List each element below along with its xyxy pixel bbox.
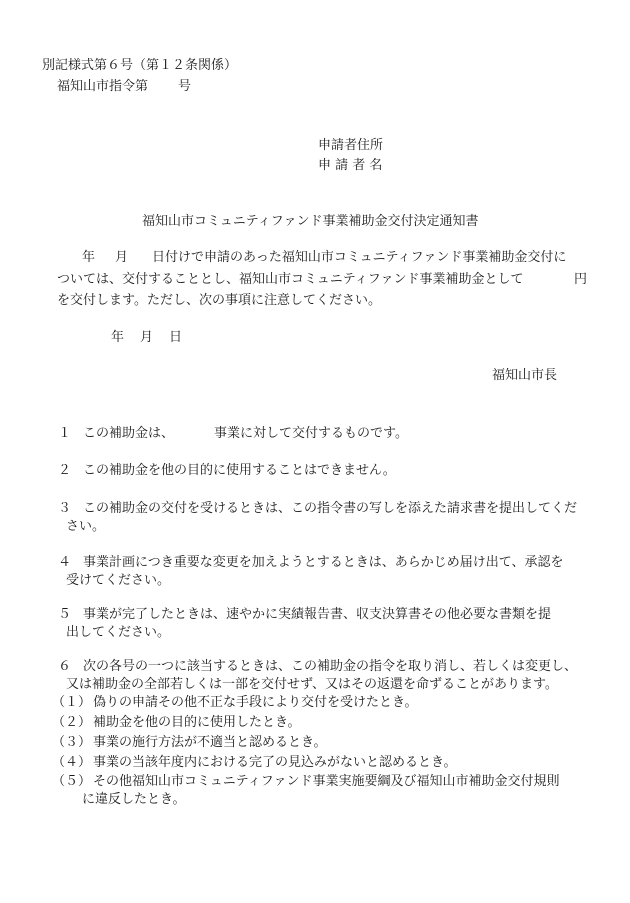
subitem-5	[52, 774, 559, 790]
item-1-text-a: この補助金は、	[83, 426, 175, 441]
item-6-number: ６	[58, 659, 72, 674]
subitem-1	[52, 695, 418, 711]
subitem-3-number: （３）	[52, 735, 92, 750]
item-6-text: 次の各号の一つに該当するときは、この補助金の指令を取り消し、若しくは変更し、	[83, 659, 578, 674]
item-4-cont: 受けてください。	[66, 573, 171, 588]
item-3-number: ３	[58, 501, 72, 516]
issue-date	[111, 330, 182, 346]
body-line-2: ついては、交付することとし、福知山市コミュニティファンド事業補助金として	[57, 272, 524, 287]
item-5-text: 事業が完了したときは、速やかに実績報告書、収支決算書その他必要な書類を提	[83, 607, 552, 622]
date-month: 月	[140, 330, 154, 345]
document-title: 福知山市コミュニティファンド事業補助金交付決定通知書	[142, 214, 479, 229]
order-number-prefix: 福知山市指令第	[57, 79, 149, 94]
item-5	[58, 607, 551, 623]
body-line-1-rest: 日付けで申請のあった福知山市コミュニティファンド事業補助金交付に	[152, 250, 567, 265]
body-year: 年	[82, 250, 96, 265]
item-6	[58, 659, 577, 675]
subitem-5-cont: に違反したとき。	[82, 792, 186, 807]
date-year: 年	[111, 330, 125, 345]
order-number-suffix: 号	[178, 79, 192, 94]
issuer-name: 福知山市長	[492, 368, 558, 383]
item-4-text: 事業計画につき重要な変更を加えようとするときは、あらかじめ届け出て、承認を	[83, 555, 564, 570]
applicant-name-label: 申 請 者 名	[318, 158, 383, 173]
subitem-2-number: （２）	[52, 715, 92, 730]
date-day: 日	[169, 330, 183, 345]
form-number: 別記様式第６号（第１２条関係）	[42, 58, 238, 73]
item-1	[58, 426, 408, 442]
order-number	[57, 79, 191, 95]
subitem-5-number: （５）	[52, 774, 92, 789]
subitem-5-text: その他福知山市コミュニティファンド事業実施要綱及び福知山市補助金交付規則	[93, 774, 560, 789]
item-3-cont: さい。	[66, 519, 106, 534]
item-2	[58, 463, 396, 479]
item-6-cont: 又は補助金の全部若しくは一部を交付せず、又はその返還を命ずることがあります。	[66, 677, 558, 692]
subitem-4-text: 事業の当該年度内における完了の見込みがないと認めるとき。	[93, 755, 457, 770]
item-4-number: ４	[58, 555, 72, 570]
subitem-4-number: （４）	[52, 755, 92, 770]
applicant-address-label: 申請者住所	[318, 138, 384, 153]
item-5-cont: 出してください。	[66, 625, 171, 640]
item-3	[58, 501, 577, 517]
body-line-3: を交付します。ただし、次の事項に注意してください。	[57, 293, 381, 308]
subitem-1-number: （１）	[52, 695, 92, 710]
body-line-1	[82, 250, 566, 266]
item-2-number: ２	[58, 463, 72, 478]
subitem-1-text: 偽りの申請その他不正な手段により交付を受けたとき。	[93, 695, 418, 710]
subitem-4	[52, 755, 457, 771]
item-1-text-b: 事業に対して交付するものです。	[214, 426, 408, 441]
subitem-3	[52, 735, 327, 751]
subitem-2	[52, 715, 301, 731]
body-month: 月	[115, 250, 129, 265]
subitem-2-text: 補助金を他の目的に使用したとき。	[93, 715, 301, 730]
item-2-text: この補助金を他の目的に使用することはできません。	[83, 463, 396, 478]
body-yen: 円	[574, 272, 588, 287]
item-4	[58, 555, 564, 571]
item-1-number: １	[58, 426, 72, 441]
subitem-3-text: 事業の施行方法が不適当と認めるとき。	[93, 735, 327, 750]
item-5-number: ５	[58, 607, 72, 622]
item-3-text: この補助金の交付を受けるときは、この指令書の写しを添えた請求書を提出してくだ	[83, 501, 578, 516]
